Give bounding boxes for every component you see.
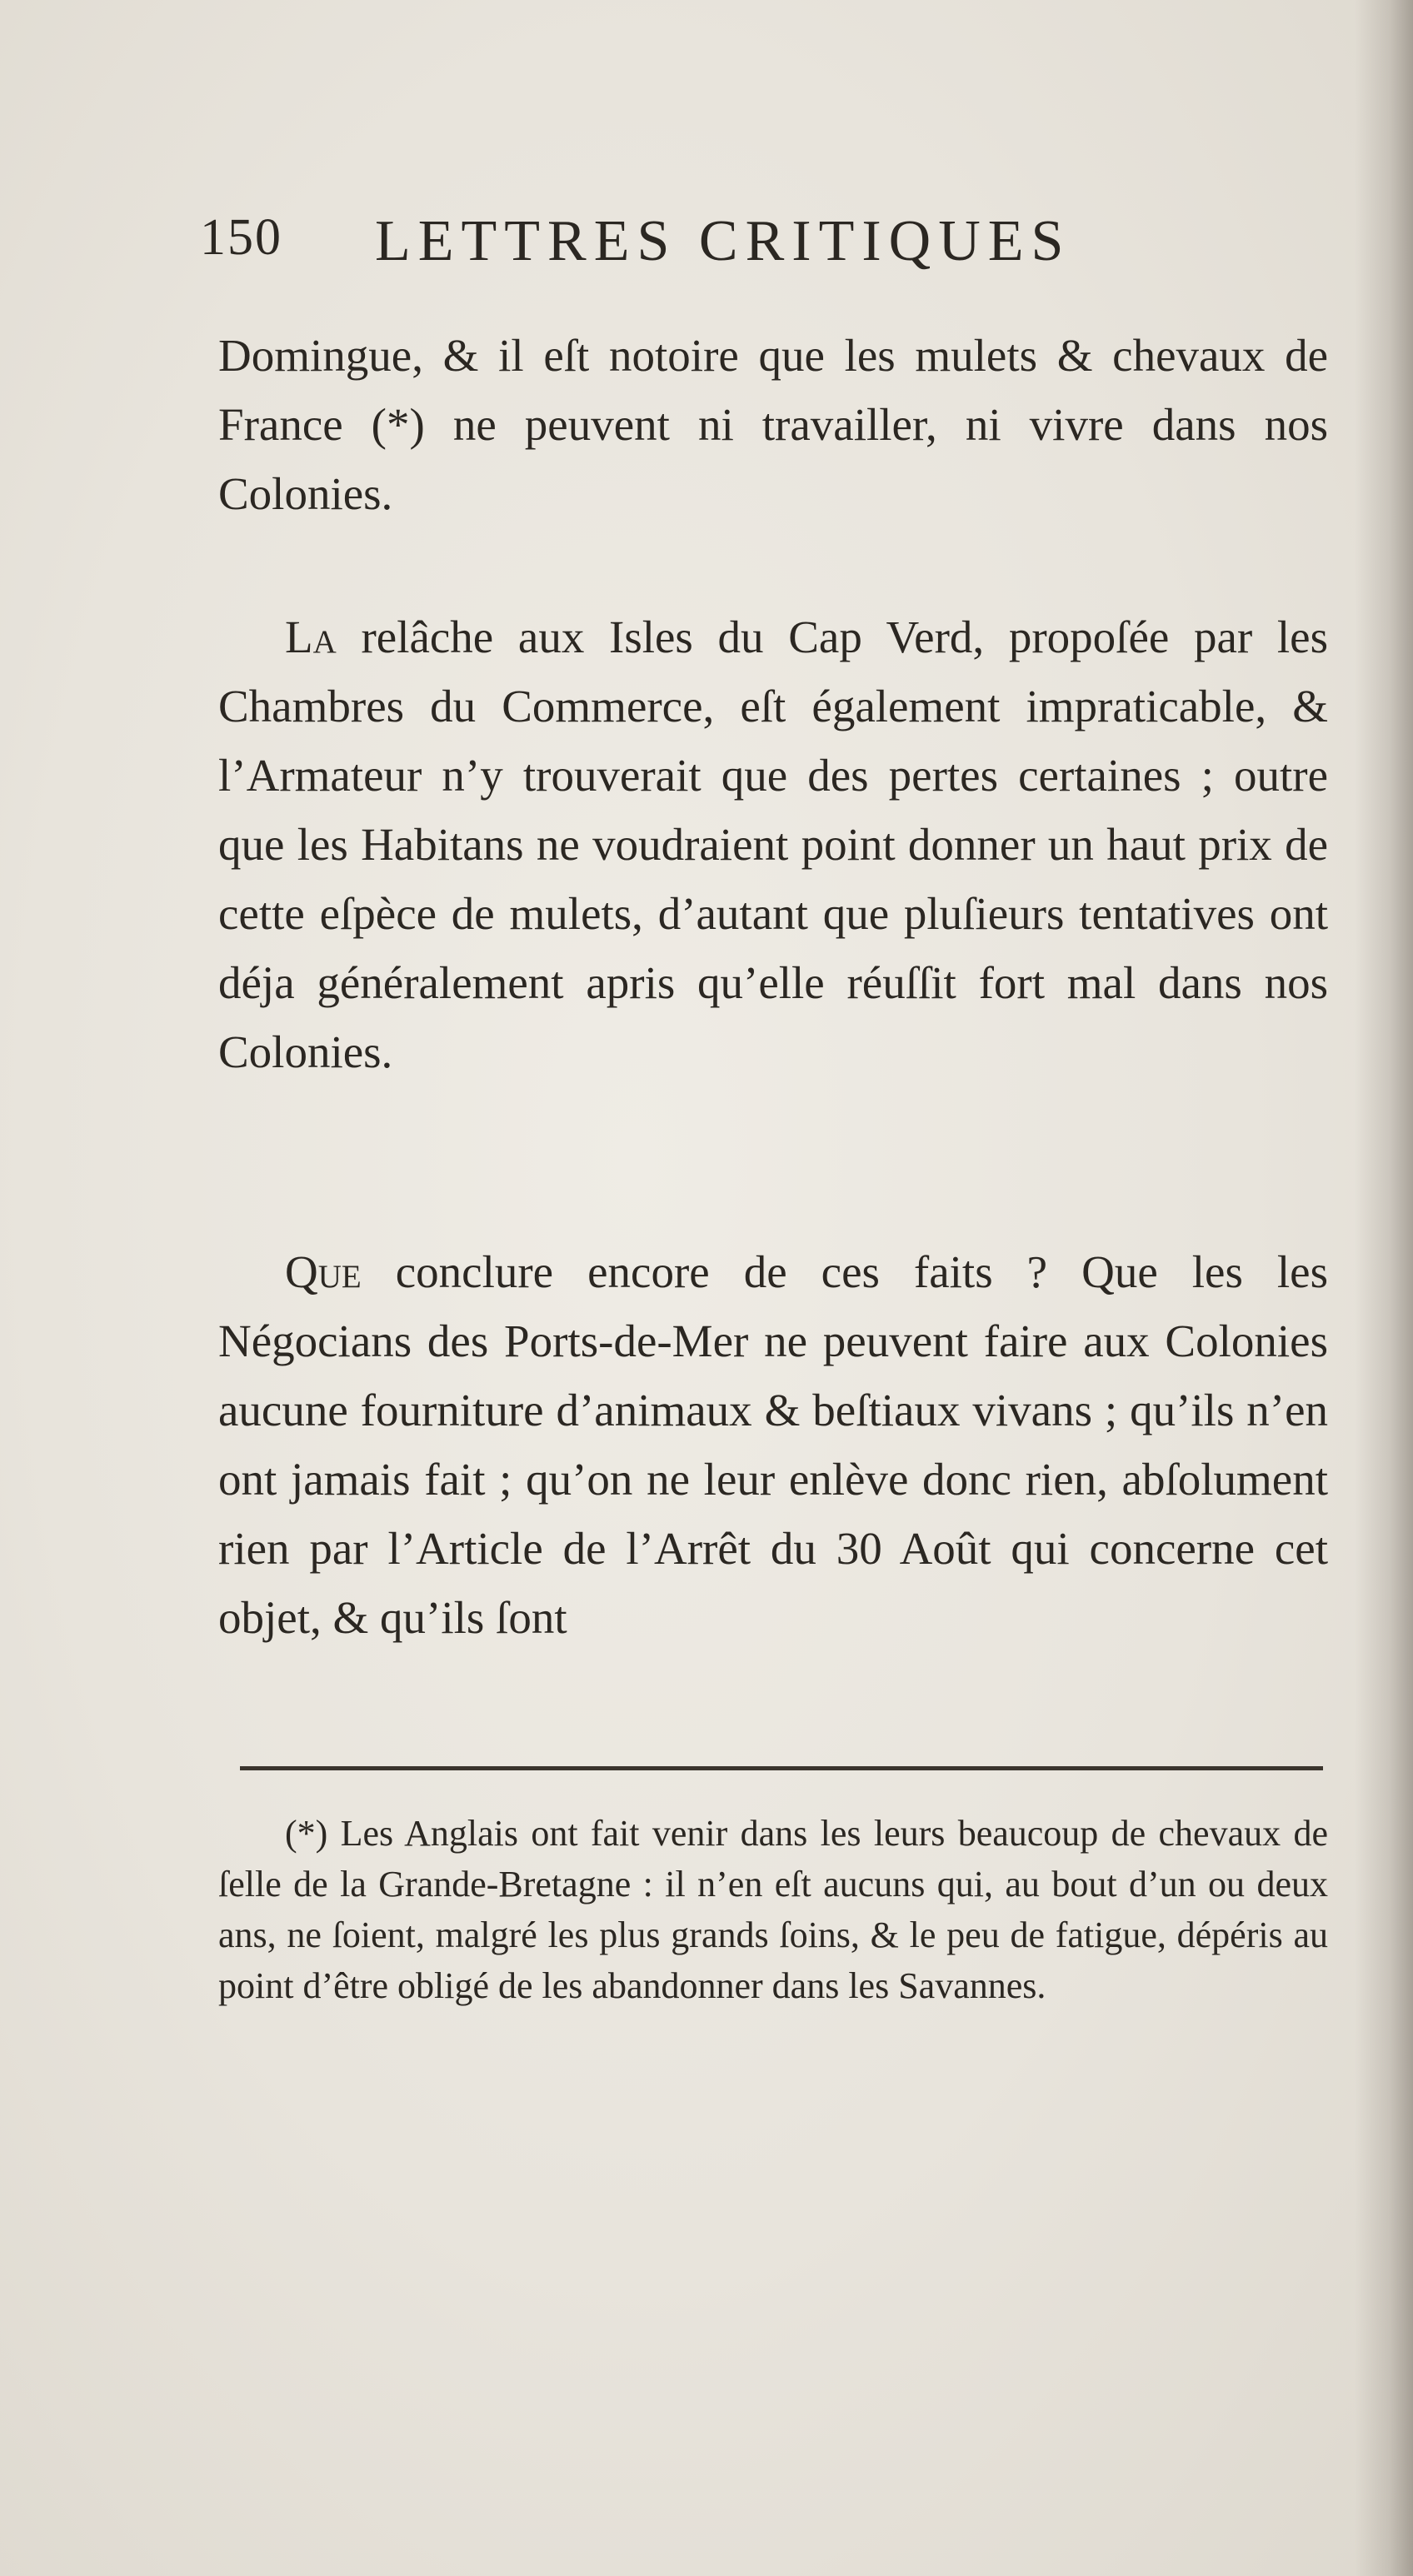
page-number: 150 [200, 209, 282, 266]
running-title: LETTRES CRITIQUES [375, 209, 1071, 273]
footnote-divider [240, 1766, 1323, 1770]
paragraph-3-text: conclure encore de ces faits ? Que les les Négocians des Ports-de-Mer ne peuvent faire aux Colonies aucune fourniture d’animaux & beſtiaux vivans ; qu’ils n’en ont jamais fait ; qu’on ne leur enlève donc rien, abſolument rien par l’Article de l’Arrêt du 30 Août qui concerne cet objet, & qu’ils ſont [218, 1246, 1328, 1643]
footnote-text: (*) Les Anglais ont fait venir dans les leurs beaucoup de chevaux de ſelle de la Grande-Bretagne : il n’en eſt aucuns qui, au bout d’un ou deux ans, ne ſoient, malgré les plus grands ſoins, & le peu de fatigue, dépéris au point d’être obligé de les abandonner dans les Savannes. [218, 1813, 1328, 2006]
paragraph-3-lead: Que [285, 1246, 362, 1297]
footnote [218, 1808, 1328, 2011]
paragraph-3 [218, 1237, 1328, 1652]
gutter-shadow [1355, 0, 1413, 2576]
page-header [200, 208, 1333, 283]
paragraph-1 [218, 321, 1328, 528]
paragraph-2-text: relâche aux Isles du Cap Verd, propoſée par les Chambres du Commerce, eſt également impraticable, & l’Armateur n’y trouverait que des pertes certaines ; outre que les Habitans ne voudraient point donner un haut prix de cette eſpèce de mulets, d’autant que pluſieurs tentatives ont déja généralement apris qu’elle réuſſit fort mal dans nos Colonies. [218, 612, 1328, 1077]
paragraph-2 [218, 602, 1328, 1086]
paragraph-2-lead: La [285, 612, 337, 662]
paragraph-1-text: Domingue, & il eſt notoire que les mulets & chevaux de France (*) ne peuvent ni travailler, ni vivre dans nos Colonies. [218, 330, 1328, 519]
